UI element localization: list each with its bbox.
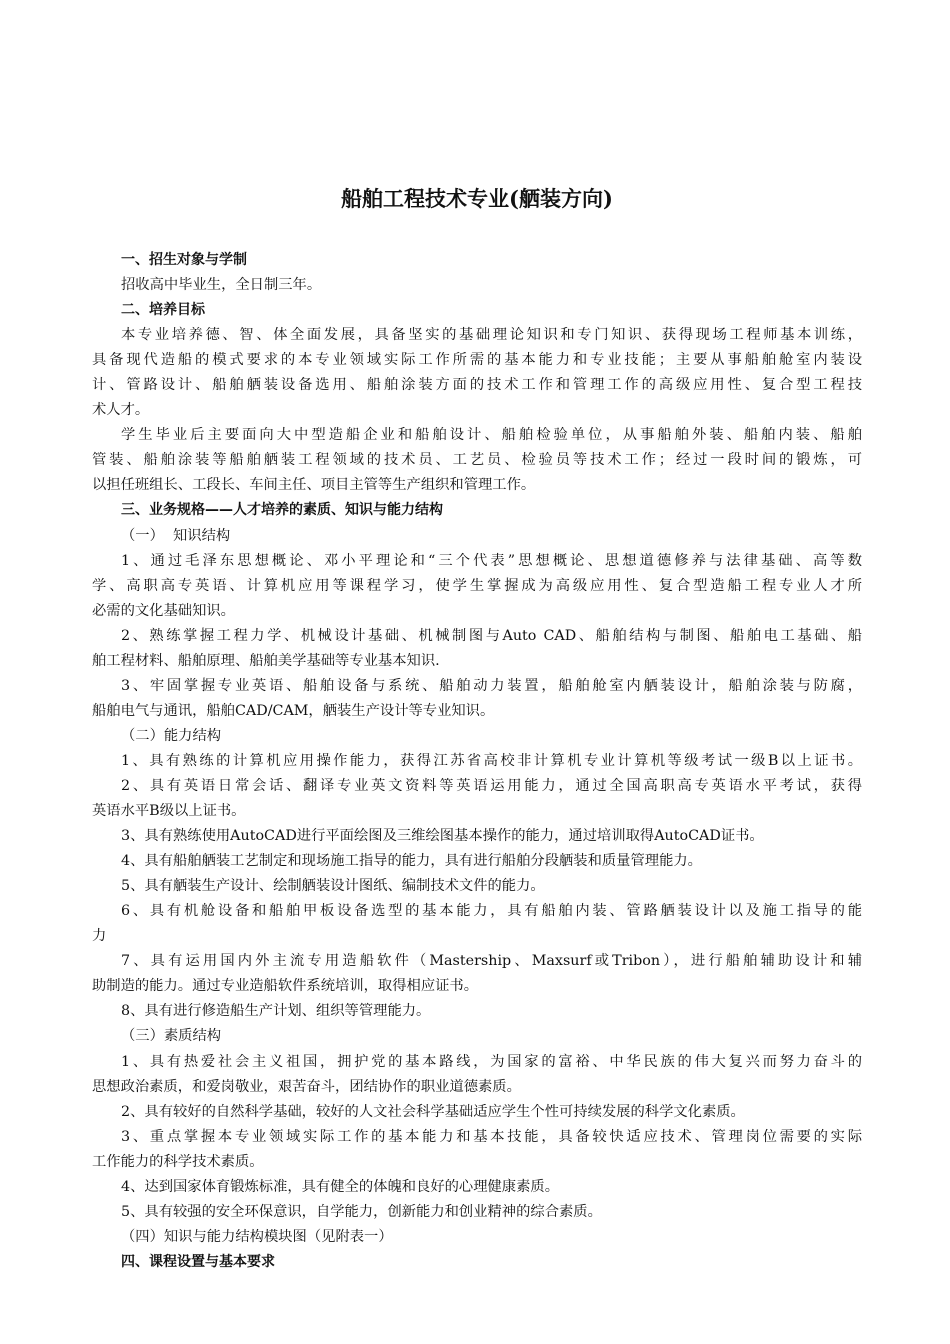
paragraph-line: 思想政治素质，和爱岗敬业，艰苦奋斗，团结协作的职业道德素质。 <box>92 1078 521 1095</box>
paragraph-line: 5、具有较强的安全环保意识，自学能力，创新能力和创业精神的综合素质。 <box>121 1203 602 1220</box>
paragraph-line: 英语水平B级以上证书。 <box>92 803 246 820</box>
paragraph-line: 6、具有机舱设备和船舶甲板设备选型的基本能力，具有船舶内装、管路舾装设计以及施工指导的能 <box>121 903 862 920</box>
paragraph-line: 具备现代造船的模式要求的本专业领域实际工作所需的基本能力和专业技能；主要从事船舶舱室内装设 <box>92 352 862 369</box>
paragraph-line: 工作能力的科学技术素质。 <box>92 1153 264 1170</box>
paragraph-line: 舶工程材料、船舶原理、船舶美学基础等专业基本知识. <box>92 652 440 669</box>
paragraph-line: 3、具有熟练使用AutoCAD进行平面绘图及三维绘图基本操作的能力，通过培训取得AutoCAD证书。 <box>121 828 764 845</box>
paragraph-line: 2、具有较好的自然科学基础，较好的人文社会科学基础适应学生个性可持续发展的科学文化素质。 <box>121 1103 745 1120</box>
section-heading: 三、业务规格——人才培养的素质、知识与能力结构 <box>121 502 443 519</box>
paragraph-line: 船舶电气与通讯，船舶CAD/CAM，舾装生产设计等专业知识。 <box>92 702 495 719</box>
paragraph-line: 8、具有进行修造船生产计划、组织等管理能力。 <box>121 1003 431 1020</box>
paragraph-line: 必需的文化基础知识。 <box>92 602 235 619</box>
paragraph-line: 学生毕业后主要面向大中型造船企业和船舶设计、船舶检验单位，从事船舶外装、船舶内装、船舶 <box>121 427 862 444</box>
paragraph-line: 力 <box>92 928 107 945</box>
paragraph-line: 本专业培养德、智、体全面发展，具备坚实的基础理论知识和专门知识、获得现场工程师基本训练， <box>121 327 862 344</box>
paragraph-line: 招收高中毕业生，全日制三年。 <box>121 277 322 294</box>
paragraph-line: （四）知识与能力结构模块图（见附表一） <box>121 1228 393 1245</box>
paragraph-line: 以担任班组长、工段长、车间主任、项目主管等生产组织和管理工作。 <box>92 477 536 494</box>
paragraph-line: （三）素质结构 <box>121 1028 222 1045</box>
paragraph-line: 助制造的能力。通过专业造船软件系统培训，取得相应证书。 <box>92 978 479 995</box>
paragraph-line: 3、牢固掌握专业英语、船舶设备与系统、船舶动力装置，船舶舱室内舾装设计，船舶涂装与防腐， <box>121 677 862 694</box>
section-heading: 四、课程设置与基本要求 <box>121 1253 275 1270</box>
paragraph-line: 4、具有船舶舾装工艺制定和现场施工指导的能力，具有进行船舶分段舾装和质量管理能力。 <box>121 853 702 870</box>
paragraph-line: 2、熟练掌握工程力学、机械设计基础、机械制图与Auto CAD、船舶结构与制图、船舶电工基础、船 <box>121 627 862 644</box>
paragraph-line: 2、具有英语日常会话、翻译专业英文资料等英语运用能力，通过全国高职高专英语水平考试，获得 <box>121 777 862 794</box>
paragraph-line: （一） 知识结构 <box>121 527 231 544</box>
paragraph-line: （二）能力结构 <box>121 727 222 744</box>
paragraph-line: 3、重点掌握本专业领域实际工作的基本能力和基本技能，具备较快适应技术、管理岗位需要的实际 <box>121 1128 862 1145</box>
document-title: 船舶工程技术专业(舾装方向) <box>341 186 613 211</box>
paragraph-line: 学、高职高专英语、计算机应用等课程学习，使学生掌握成为高级应用性、复合型造船工程专业人才所 <box>92 577 862 594</box>
paragraph-line: 管装、船舶涂装等船舶舾装工程领域的技术员、工艺员、检验员等技术工作；经过一段时间的锻炼，可 <box>92 452 862 469</box>
paragraph-line: 1、具有熟练的计算机应用操作能力，获得江苏省高校非计算机专业计算机等级考试一级B以上证书。 <box>121 752 862 769</box>
section-heading: 二、培养目标 <box>121 302 205 319</box>
paragraph-line: 4、达到国家体育锻炼标准，具有健全的体魄和良好的心理健康素质。 <box>121 1178 559 1195</box>
paragraph-line: 5、具有舾装生产设计、绘制舾装设计图纸、编制技术文件的能力。 <box>121 878 545 895</box>
paragraph-line: 7、具有运用国内外主流专用造船软件（Mastership、Maxsurf或Tribon），进行船舶辅助设计和辅 <box>121 953 862 970</box>
paragraph-line: 计、管路设计、船舶舾装设备选用、船舶涂装方面的技术工作和管理工作的高级应用性、复合型工程技 <box>92 377 862 394</box>
paragraph-line: 1、具有热爱社会主义祖国，拥护党的基本路线，为国家的富裕、中华民族的伟大复兴而努力奋斗的 <box>121 1053 862 1070</box>
document-body <box>92 248 862 1275</box>
paragraph-line: 术人才。 <box>92 402 150 419</box>
section-heading: 一、招生对象与学制 <box>121 252 247 268</box>
paragraph-line: 1、通过毛泽东思想概论、邓小平理论和“三个代表”思想概论、思想道德修养与法律基础、高等数 <box>121 552 862 569</box>
